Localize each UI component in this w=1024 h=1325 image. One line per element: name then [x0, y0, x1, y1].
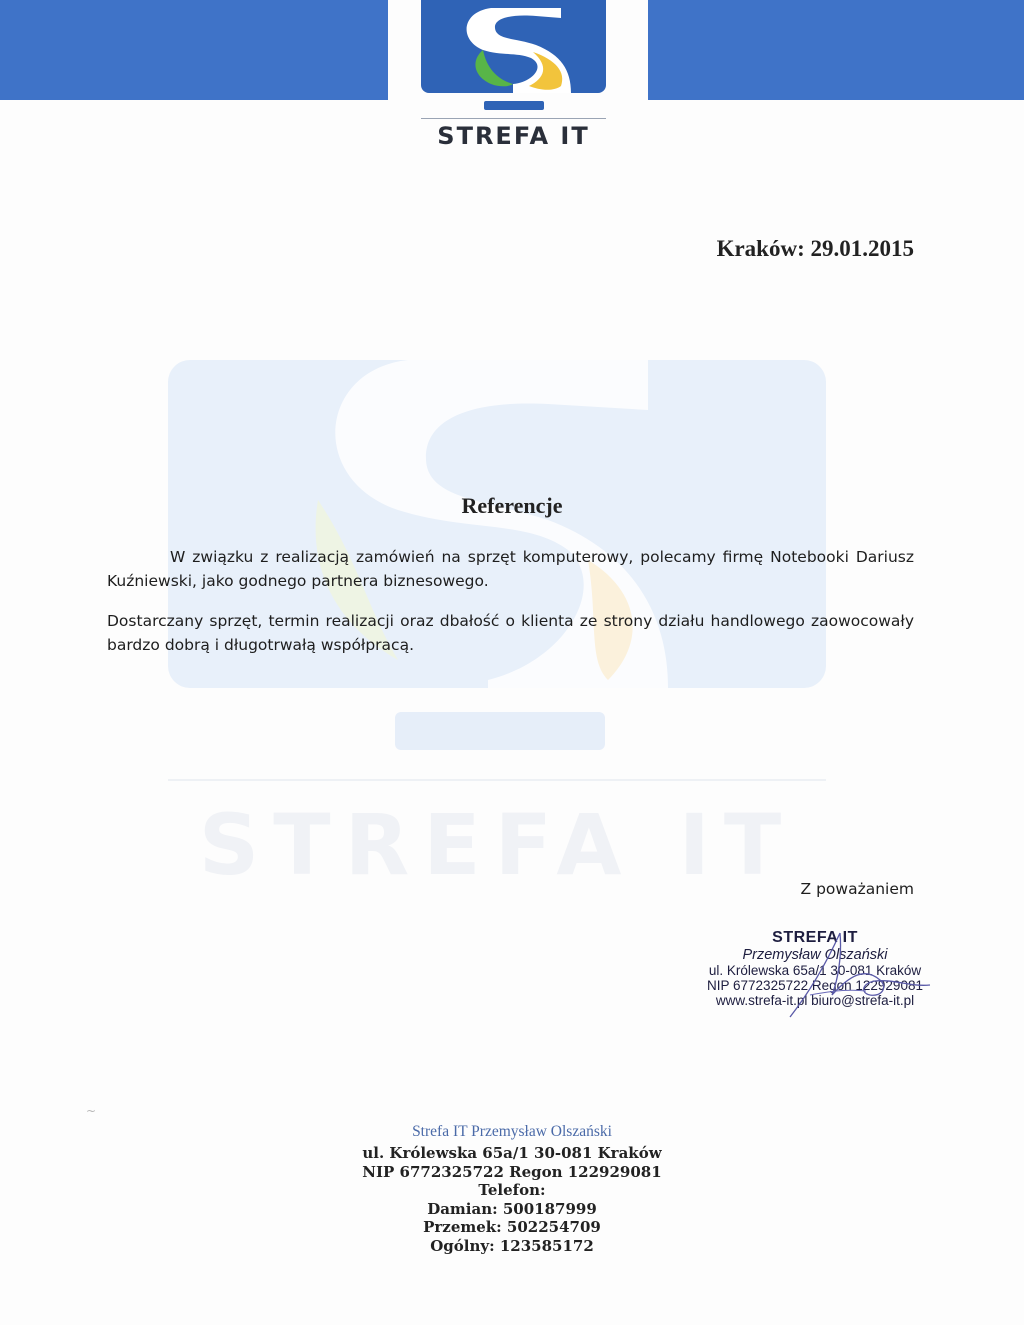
- stamp-address: ul. Królewska 65a/1 30-081 Kraków: [708, 963, 922, 978]
- stamp-ids: NIP 6772325722 Regon 122929081: [707, 978, 923, 993]
- strefa-logo-icon: [421, 0, 606, 93]
- footer-phone-damian: Damian: 500187999: [427, 1199, 597, 1218]
- footer-phone-przemek: Przemek: 502254709: [423, 1218, 601, 1237]
- letter-title: Referencje: [461, 493, 563, 518]
- footer: [0, 1122, 1024, 1256]
- scan-mark-icon: ~: [86, 1104, 97, 1118]
- stamp-company: STREFA IT: [772, 929, 858, 946]
- footer-ids: NIP 6772325722 Regon 122929081: [362, 1162, 662, 1181]
- logo-stand: [484, 101, 544, 110]
- letter-paragraph-2: Dostarczany sprzęt, termin realizacji oraz dbałość o klienta ze strony działu handlowego zaowocowały bardzo dobrą i długotrwałą współpracą.: [107, 612, 914, 654]
- footer-phone-general: Ogólny: 123585172: [430, 1236, 594, 1255]
- logo-text: STREFA IT: [437, 122, 590, 150]
- letter-closing: Z poważaniem: [800, 880, 914, 898]
- stamp-name: Przemysław Olszański: [742, 947, 888, 963]
- header-band-left: [0, 0, 388, 100]
- header-band-right: [648, 0, 1024, 100]
- footer-phone-label: Telefon:: [478, 1181, 546, 1200]
- footer-company: Strefa IT Przemysław Olszański: [412, 1123, 612, 1140]
- letter-date: Kraków: 29.01.2015: [716, 236, 914, 261]
- watermark-text: STREFA IT: [198, 796, 796, 894]
- footer-address: ul. Królewska 65a/1 30-081 Kraków: [362, 1144, 662, 1162]
- letter-paragraph-1: W związku z realizacją zamówień na sprzęt komputerowy, polecamy firmę Notebooki Dariusz Kuźniewski, jako godnego partnera biznesowego.: [107, 548, 914, 590]
- watermark-stand: [395, 712, 605, 750]
- watermark-divider: [168, 779, 826, 781]
- stamp-web: www.strefa-it.pl biuro@strefa-it.pl: [715, 993, 915, 1008]
- logo-divider: [421, 118, 606, 119]
- signature-icon: [770, 925, 940, 1025]
